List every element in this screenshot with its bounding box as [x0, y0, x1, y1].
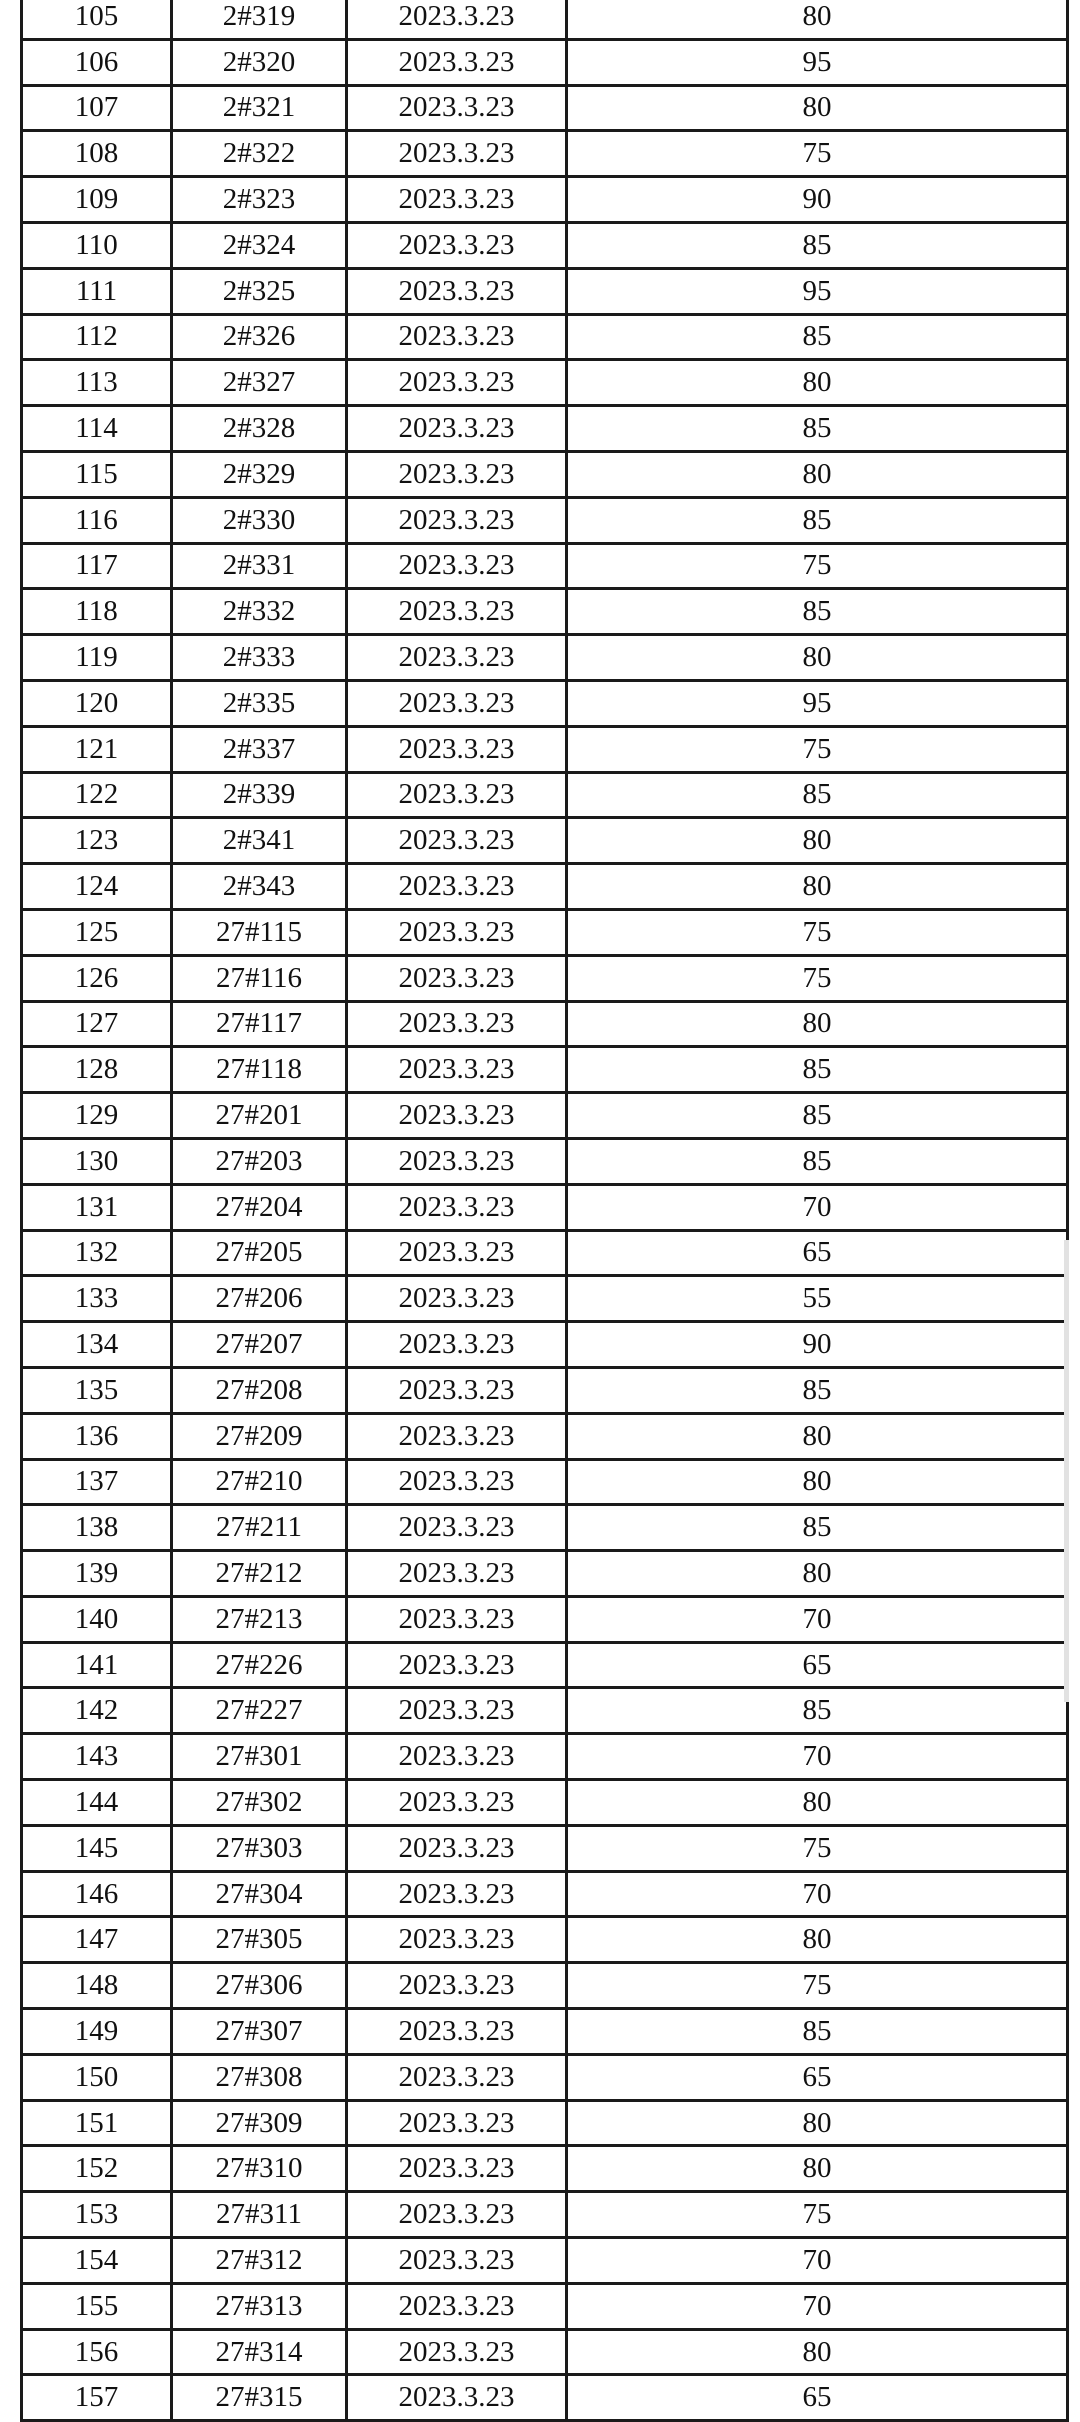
score-cell: 85 [567, 314, 1068, 360]
date-cell: 2023.3.23 [347, 1138, 567, 1184]
date-cell: 2023.3.23 [347, 2329, 567, 2375]
room-number-cell: 27#226 [172, 1642, 347, 1688]
row-index-cell: 106 [22, 39, 172, 85]
score-cell: 70 [567, 1871, 1068, 1917]
table-row [22, 39, 1068, 85]
date-cell: 2023.3.23 [347, 1505, 567, 1551]
score-cell: 75 [567, 955, 1068, 1001]
row-index-cell: 154 [22, 2238, 172, 2284]
date-cell: 2023.3.23 [347, 589, 567, 635]
date-cell: 2023.3.23 [347, 726, 567, 772]
table-row [22, 360, 1068, 406]
table-row [22, 2329, 1068, 2375]
score-cell: 75 [567, 543, 1068, 589]
row-index-cell: 153 [22, 2192, 172, 2238]
table-row [22, 2146, 1068, 2192]
row-index-cell: 125 [22, 909, 172, 955]
room-number-cell: 27#204 [172, 1184, 347, 1230]
table-row [22, 1505, 1068, 1551]
room-number-cell: 27#314 [172, 2329, 347, 2375]
table-row [22, 1276, 1068, 1322]
score-cell: 80 [567, 1459, 1068, 1505]
table-row [22, 131, 1068, 177]
score-cell: 85 [567, 1093, 1068, 1139]
row-index-cell: 143 [22, 1734, 172, 1780]
score-cell: 85 [567, 222, 1068, 268]
row-index-cell: 128 [22, 1047, 172, 1093]
table-row [22, 955, 1068, 1001]
table-row [22, 1596, 1068, 1642]
row-index-cell: 124 [22, 864, 172, 910]
table-row [22, 1780, 1068, 1826]
score-cell: 90 [567, 177, 1068, 223]
table-row [22, 2238, 1068, 2284]
room-number-cell: 27#118 [172, 1047, 347, 1093]
row-index-cell: 137 [22, 1459, 172, 1505]
row-index-cell: 142 [22, 1688, 172, 1734]
room-number-cell: 2#335 [172, 680, 347, 726]
table-row [22, 1734, 1068, 1780]
room-number-cell: 2#331 [172, 543, 347, 589]
table-row [22, 2100, 1068, 2146]
room-number-cell: 27#209 [172, 1413, 347, 1459]
score-cell: 85 [567, 589, 1068, 635]
date-cell: 2023.3.23 [347, 1230, 567, 1276]
score-cell: 85 [567, 1138, 1068, 1184]
row-index-cell: 148 [22, 1963, 172, 2009]
date-cell: 2023.3.23 [347, 543, 567, 589]
score-cell: 75 [567, 131, 1068, 177]
table-row [22, 85, 1068, 131]
room-number-cell: 27#208 [172, 1367, 347, 1413]
date-cell: 2023.3.23 [347, 1688, 567, 1734]
room-number-cell: 27#207 [172, 1322, 347, 1368]
row-index-cell: 152 [22, 2146, 172, 2192]
table-row [22, 818, 1068, 864]
date-cell: 2023.3.23 [347, 1596, 567, 1642]
date-cell: 2023.3.23 [347, 1047, 567, 1093]
score-cell: 95 [567, 268, 1068, 314]
table-row [22, 1459, 1068, 1505]
date-cell: 2023.3.23 [347, 1642, 567, 1688]
row-index-cell: 110 [22, 222, 172, 268]
score-cell: 70 [567, 1184, 1068, 1230]
row-index-cell: 127 [22, 1001, 172, 1047]
room-number-cell: 27#305 [172, 1917, 347, 1963]
score-cell: 75 [567, 1825, 1068, 1871]
score-cell: 80 [567, 0, 1068, 39]
date-cell: 2023.3.23 [347, 1734, 567, 1780]
row-index-cell: 149 [22, 2009, 172, 2055]
row-index-cell: 140 [22, 1596, 172, 1642]
row-index-cell: 114 [22, 406, 172, 452]
table-row [22, 177, 1068, 223]
date-cell: 2023.3.23 [347, 2192, 567, 2238]
date-cell: 2023.3.23 [347, 818, 567, 864]
table-body [22, 0, 1068, 2421]
row-index-cell: 133 [22, 1276, 172, 1322]
score-cell: 90 [567, 1322, 1068, 1368]
score-cell: 75 [567, 909, 1068, 955]
room-number-cell: 27#301 [172, 1734, 347, 1780]
row-index-cell: 120 [22, 680, 172, 726]
room-number-cell: 27#205 [172, 1230, 347, 1276]
row-index-cell: 123 [22, 818, 172, 864]
score-cell: 70 [567, 1596, 1068, 1642]
row-index-cell: 138 [22, 1505, 172, 1551]
table-row [22, 1001, 1068, 1047]
score-cell: 65 [567, 2375, 1068, 2421]
row-index-cell: 157 [22, 2375, 172, 2421]
score-cell: 70 [567, 2238, 1068, 2284]
date-cell: 2023.3.23 [347, 131, 567, 177]
table-row [22, 0, 1068, 39]
score-cell: 85 [567, 772, 1068, 818]
date-cell: 2023.3.23 [347, 1871, 567, 1917]
row-index-cell: 139 [22, 1551, 172, 1597]
date-cell: 2023.3.23 [347, 360, 567, 406]
score-cell: 80 [567, 864, 1068, 910]
row-index-cell: 131 [22, 1184, 172, 1230]
room-number-cell: 27#206 [172, 1276, 347, 1322]
table-row [22, 864, 1068, 910]
room-number-cell: 27#227 [172, 1688, 347, 1734]
row-index-cell: 145 [22, 1825, 172, 1871]
date-cell: 2023.3.23 [347, 864, 567, 910]
room-number-cell: 2#319 [172, 0, 347, 39]
room-number-cell: 2#330 [172, 497, 347, 543]
room-number-cell: 2#339 [172, 772, 347, 818]
score-cell: 65 [567, 1230, 1068, 1276]
date-cell: 2023.3.23 [347, 1963, 567, 2009]
date-cell: 2023.3.23 [347, 2146, 567, 2192]
date-cell: 2023.3.23 [347, 1413, 567, 1459]
date-cell: 2023.3.23 [347, 39, 567, 85]
room-number-cell: 2#320 [172, 39, 347, 85]
table-row [22, 1551, 1068, 1597]
date-cell: 2023.3.23 [347, 451, 567, 497]
score-table [20, 0, 1069, 2422]
room-number-cell: 27#308 [172, 2054, 347, 2100]
score-cell: 80 [567, 360, 1068, 406]
row-index-cell: 119 [22, 635, 172, 681]
room-number-cell: 2#322 [172, 131, 347, 177]
score-cell: 80 [567, 451, 1068, 497]
row-index-cell: 136 [22, 1413, 172, 1459]
table-row [22, 314, 1068, 360]
score-cell: 80 [567, 635, 1068, 681]
row-index-cell: 105 [22, 0, 172, 39]
date-cell: 2023.3.23 [347, 1367, 567, 1413]
room-number-cell: 2#341 [172, 818, 347, 864]
date-cell: 2023.3.23 [347, 680, 567, 726]
score-cell: 80 [567, 2100, 1068, 2146]
row-index-cell: 113 [22, 360, 172, 406]
room-number-cell: 27#213 [172, 1596, 347, 1642]
date-cell: 2023.3.23 [347, 909, 567, 955]
score-cell: 80 [567, 1780, 1068, 1826]
date-cell: 2023.3.23 [347, 2283, 567, 2329]
date-cell: 2023.3.23 [347, 1459, 567, 1505]
table-row [22, 1138, 1068, 1184]
room-number-cell: 27#115 [172, 909, 347, 955]
date-cell: 2023.3.23 [347, 2375, 567, 2421]
table-row [22, 1642, 1068, 1688]
room-number-cell: 2#329 [172, 451, 347, 497]
row-index-cell: 147 [22, 1917, 172, 1963]
table-row [22, 726, 1068, 772]
row-index-cell: 109 [22, 177, 172, 223]
date-cell: 2023.3.23 [347, 1093, 567, 1139]
room-number-cell: 2#324 [172, 222, 347, 268]
row-index-cell: 130 [22, 1138, 172, 1184]
table-row [22, 1322, 1068, 1368]
row-index-cell: 107 [22, 85, 172, 131]
row-index-cell: 117 [22, 543, 172, 589]
table-row [22, 909, 1068, 955]
table-row [22, 2192, 1068, 2238]
table-row [22, 589, 1068, 635]
table-row [22, 268, 1068, 314]
room-number-cell: 27#303 [172, 1825, 347, 1871]
room-number-cell: 27#116 [172, 955, 347, 1001]
room-number-cell: 2#337 [172, 726, 347, 772]
score-cell: 85 [567, 1688, 1068, 1734]
table-row [22, 2009, 1068, 2055]
score-cell: 80 [567, 2146, 1068, 2192]
room-number-cell: 27#203 [172, 1138, 347, 1184]
score-cell: 80 [567, 1001, 1068, 1047]
table-row [22, 222, 1068, 268]
score-cell: 65 [567, 1642, 1068, 1688]
table-row [22, 1825, 1068, 1871]
room-number-cell: 27#211 [172, 1505, 347, 1551]
room-number-cell: 2#321 [172, 85, 347, 131]
table-row [22, 1963, 1068, 2009]
table-row [22, 635, 1068, 681]
row-index-cell: 115 [22, 451, 172, 497]
date-cell: 2023.3.23 [347, 635, 567, 681]
room-number-cell: 2#333 [172, 635, 347, 681]
row-index-cell: 146 [22, 1871, 172, 1917]
score-cell: 75 [567, 2192, 1068, 2238]
date-cell: 2023.3.23 [347, 497, 567, 543]
row-index-cell: 111 [22, 268, 172, 314]
table-row [22, 680, 1068, 726]
date-cell: 2023.3.23 [347, 268, 567, 314]
table-row [22, 772, 1068, 818]
room-number-cell: 27#312 [172, 2238, 347, 2284]
date-cell: 2023.3.23 [347, 314, 567, 360]
score-cell: 85 [567, 1047, 1068, 1093]
score-cell: 85 [567, 497, 1068, 543]
room-number-cell: 2#343 [172, 864, 347, 910]
room-number-cell: 27#117 [172, 1001, 347, 1047]
room-number-cell: 2#332 [172, 589, 347, 635]
room-number-cell: 27#201 [172, 1093, 347, 1139]
room-number-cell: 2#323 [172, 177, 347, 223]
date-cell: 2023.3.23 [347, 2054, 567, 2100]
room-number-cell: 27#309 [172, 2100, 347, 2146]
row-index-cell: 151 [22, 2100, 172, 2146]
row-index-cell: 126 [22, 955, 172, 1001]
room-number-cell: 27#210 [172, 1459, 347, 1505]
room-number-cell: 27#302 [172, 1780, 347, 1826]
date-cell: 2023.3.23 [347, 0, 567, 39]
room-number-cell: 2#326 [172, 314, 347, 360]
date-cell: 2023.3.23 [347, 1825, 567, 1871]
table-row [22, 543, 1068, 589]
date-cell: 2023.3.23 [347, 1551, 567, 1597]
table-row [22, 2375, 1068, 2421]
date-cell: 2023.3.23 [347, 2009, 567, 2055]
row-index-cell: 112 [22, 314, 172, 360]
score-cell: 85 [567, 2009, 1068, 2055]
row-index-cell: 118 [22, 589, 172, 635]
table-row [22, 1688, 1068, 1734]
score-cell: 80 [567, 85, 1068, 131]
table-row [22, 1184, 1068, 1230]
room-number-cell: 27#306 [172, 1963, 347, 2009]
table-row [22, 1367, 1068, 1413]
score-cell: 80 [567, 1413, 1068, 1459]
room-number-cell: 27#313 [172, 2283, 347, 2329]
row-index-cell: 134 [22, 1322, 172, 1368]
table-row [22, 1871, 1068, 1917]
date-cell: 2023.3.23 [347, 2100, 567, 2146]
table-row [22, 406, 1068, 452]
score-cell: 70 [567, 1734, 1068, 1780]
score-cell: 75 [567, 1963, 1068, 2009]
row-index-cell: 129 [22, 1093, 172, 1139]
row-index-cell: 108 [22, 131, 172, 177]
room-number-cell: 27#311 [172, 2192, 347, 2238]
row-index-cell: 150 [22, 2054, 172, 2100]
row-index-cell: 155 [22, 2283, 172, 2329]
score-cell: 95 [567, 680, 1068, 726]
page-edge-shadow [1064, 1240, 1069, 1702]
score-cell: 85 [567, 1505, 1068, 1551]
date-cell: 2023.3.23 [347, 1276, 567, 1322]
score-cell: 70 [567, 2283, 1068, 2329]
score-cell: 95 [567, 39, 1068, 85]
score-cell: 65 [567, 2054, 1068, 2100]
date-cell: 2023.3.23 [347, 772, 567, 818]
row-index-cell: 135 [22, 1367, 172, 1413]
date-cell: 2023.3.23 [347, 955, 567, 1001]
row-index-cell: 121 [22, 726, 172, 772]
date-cell: 2023.3.23 [347, 177, 567, 223]
room-number-cell: 2#327 [172, 360, 347, 406]
date-cell: 2023.3.23 [347, 2238, 567, 2284]
table-row [22, 1047, 1068, 1093]
room-number-cell: 27#310 [172, 2146, 347, 2192]
row-index-cell: 132 [22, 1230, 172, 1276]
room-number-cell: 27#304 [172, 1871, 347, 1917]
date-cell: 2023.3.23 [347, 1917, 567, 1963]
table-row [22, 1230, 1068, 1276]
room-number-cell: 27#212 [172, 1551, 347, 1597]
score-cell: 75 [567, 726, 1068, 772]
table-row [22, 451, 1068, 497]
date-cell: 2023.3.23 [347, 406, 567, 452]
row-index-cell: 156 [22, 2329, 172, 2375]
date-cell: 2023.3.23 [347, 1780, 567, 1826]
score-cell: 80 [567, 2329, 1068, 2375]
score-cell: 80 [567, 818, 1068, 864]
score-cell: 80 [567, 1551, 1068, 1597]
row-index-cell: 141 [22, 1642, 172, 1688]
table-row [22, 1413, 1068, 1459]
row-index-cell: 122 [22, 772, 172, 818]
room-number-cell: 27#315 [172, 2375, 347, 2421]
table-row [22, 1093, 1068, 1139]
score-cell: 80 [567, 1917, 1068, 1963]
table-row [22, 1917, 1068, 1963]
table-row [22, 2283, 1068, 2329]
score-cell: 55 [567, 1276, 1068, 1322]
date-cell: 2023.3.23 [347, 1184, 567, 1230]
row-index-cell: 144 [22, 1780, 172, 1826]
date-cell: 2023.3.23 [347, 222, 567, 268]
score-cell: 85 [567, 1367, 1068, 1413]
room-number-cell: 27#307 [172, 2009, 347, 2055]
room-number-cell: 2#325 [172, 268, 347, 314]
room-number-cell: 2#328 [172, 406, 347, 452]
date-cell: 2023.3.23 [347, 1322, 567, 1368]
row-index-cell: 116 [22, 497, 172, 543]
date-cell: 2023.3.23 [347, 85, 567, 131]
score-cell: 85 [567, 406, 1068, 452]
table-row [22, 497, 1068, 543]
table-row [22, 2054, 1068, 2100]
date-cell: 2023.3.23 [347, 1001, 567, 1047]
